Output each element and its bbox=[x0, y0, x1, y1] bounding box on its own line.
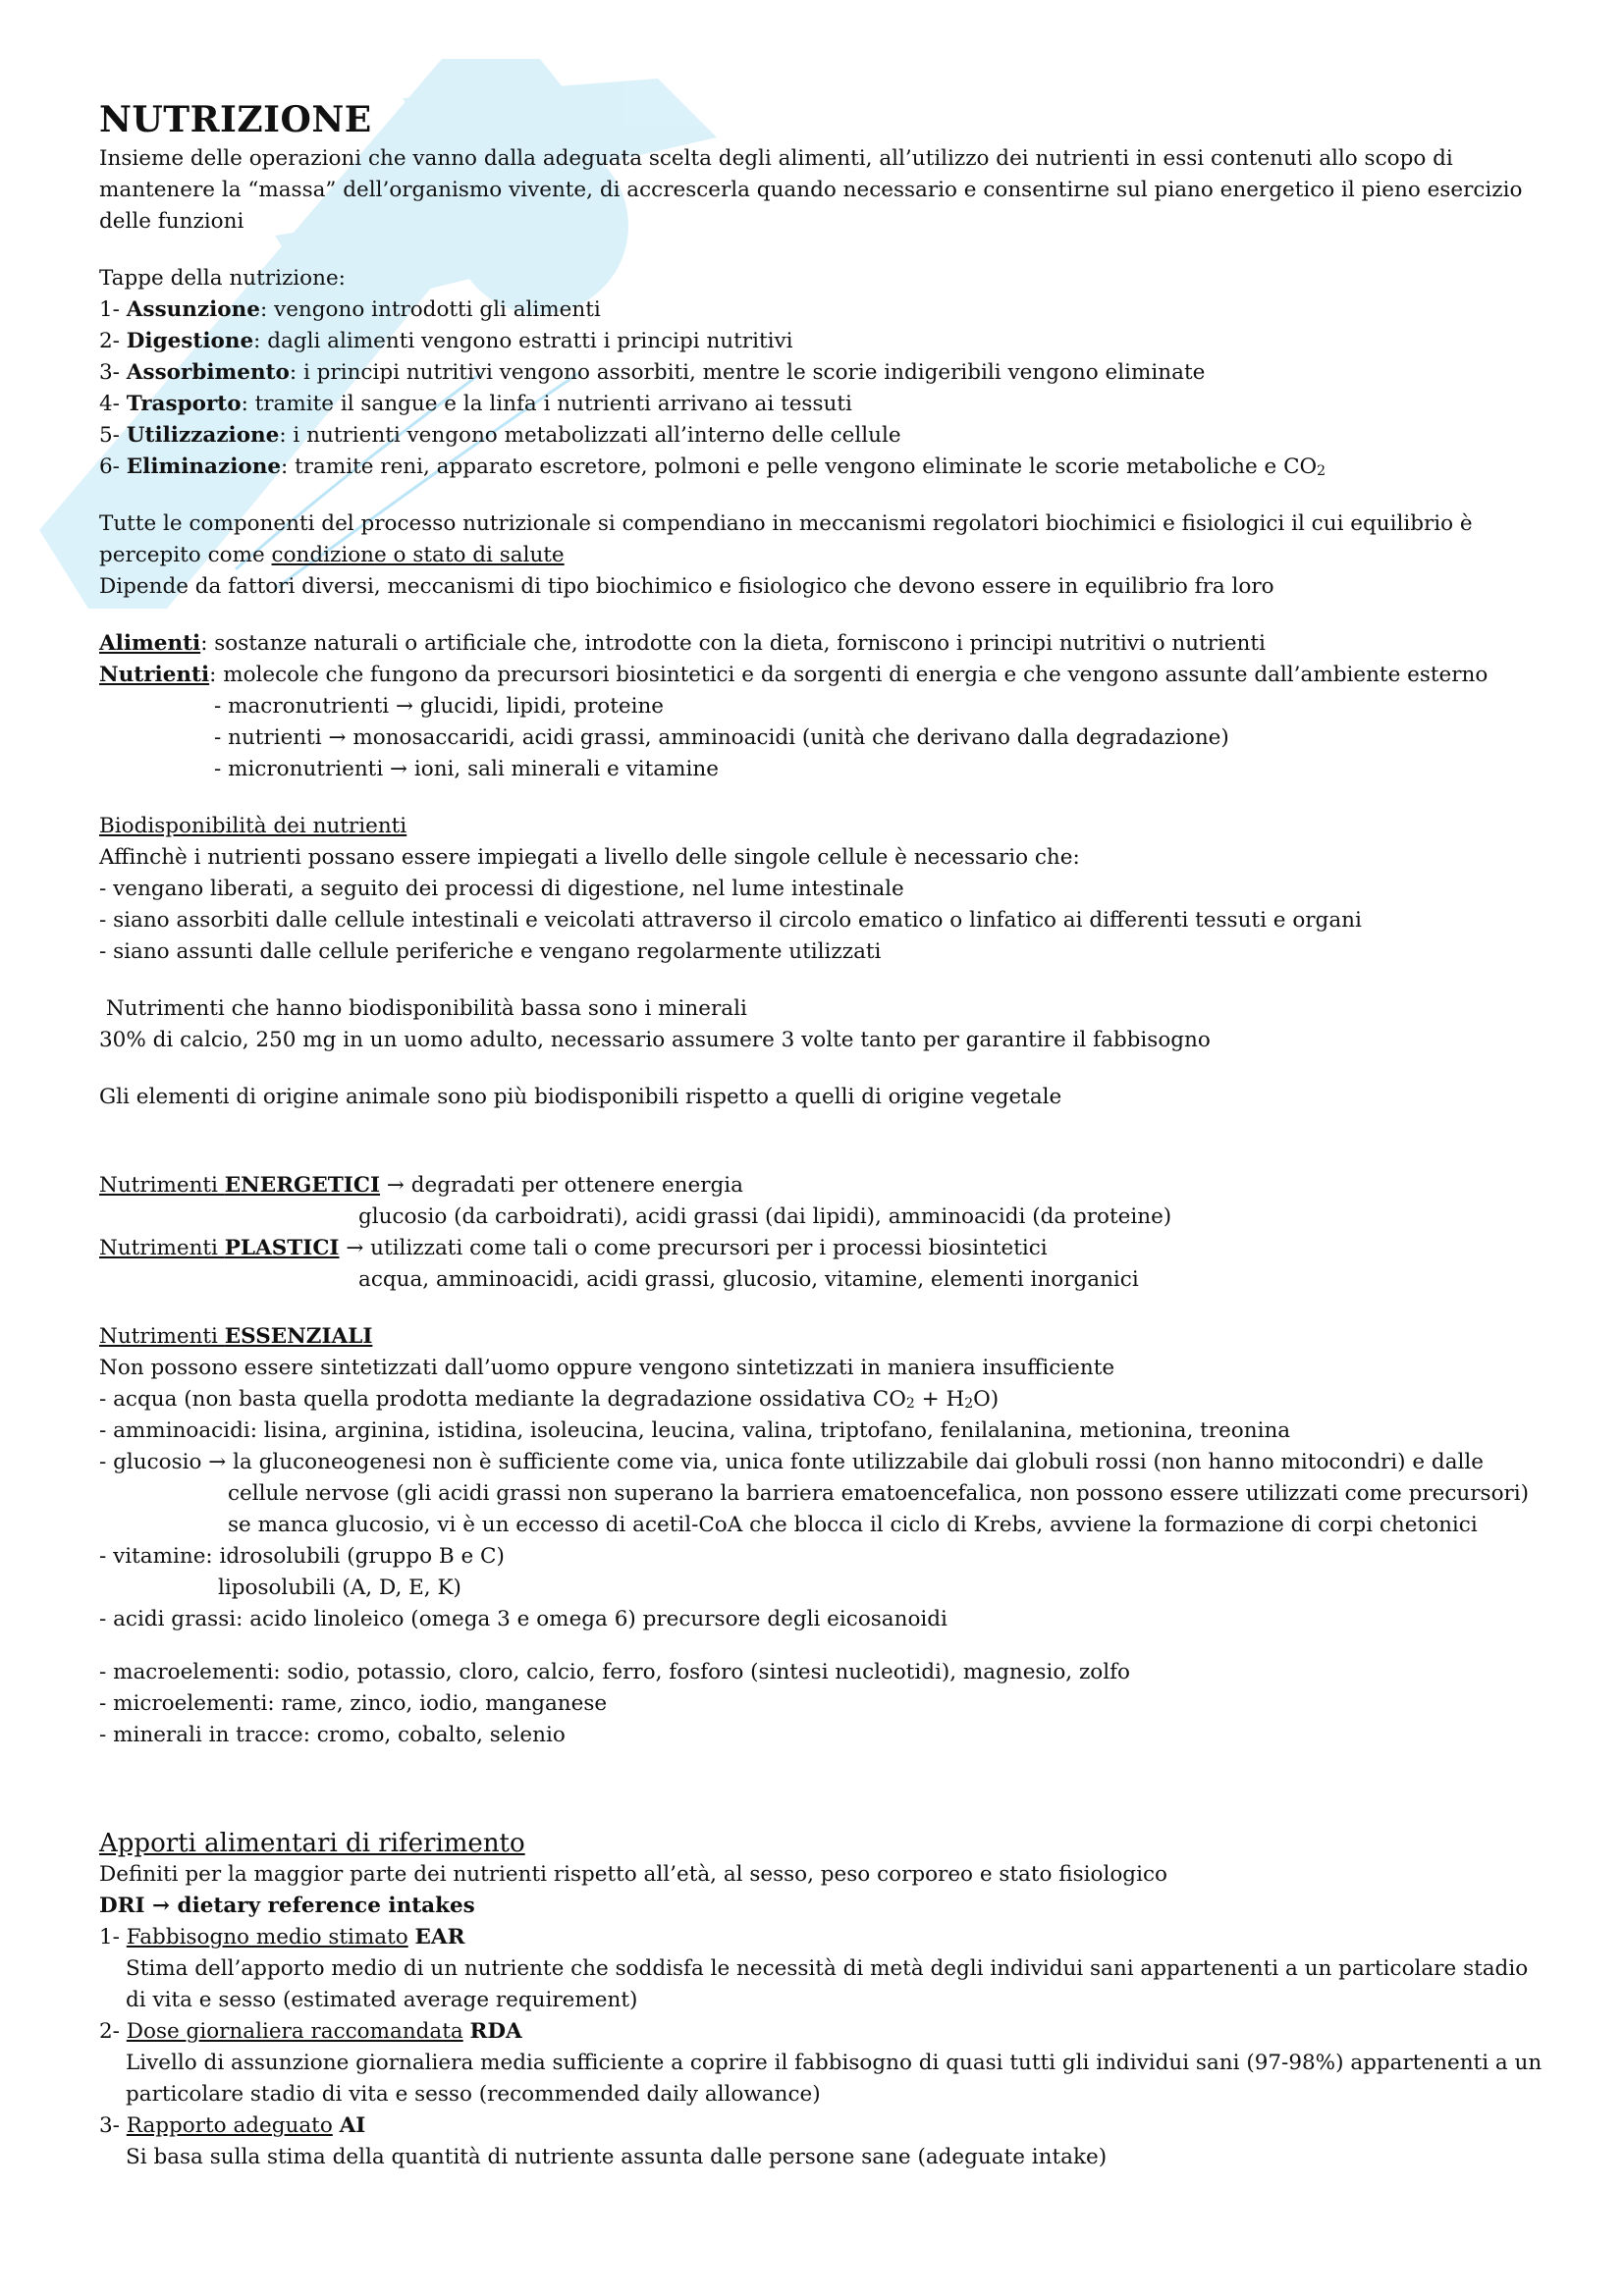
item-term: Assorbimento bbox=[126, 360, 290, 385]
item-number: 5- bbox=[99, 423, 127, 448]
minerali-item: - macroelementi: sodio, potassio, cloro, calcio, ferro, fosforo (sintesi nucleotidi), magnesio, zolfo bbox=[99, 1660, 1131, 1684]
intro-line: Insieme delle operazioni che vanno dalla adeguata scelta degli alimenti, all’utilizzo dei nutrienti in essi contenuti allo scopo di bbox=[99, 146, 1453, 171]
co2-subscript: 2 bbox=[1317, 463, 1326, 479]
definition-desc: : sostanze naturali o artificiale che, introdotte con la dieta, forniscono i principi nutritivi o nutrienti bbox=[200, 631, 1266, 656]
essenziali-glucosio: cellule nervose (gli acidi grassi non superano la barriera ematoencefalica, non possono essere utilizzati come precursori) bbox=[228, 1481, 1530, 1506]
page-title: NUTRIZIONE bbox=[99, 99, 372, 140]
animali-line: Gli elementi di origine animale sono più biodisponibili rispetto a quelli di origine vegetale bbox=[99, 1085, 1062, 1109]
biodisponibilita-heading: Biodisponibilità dei nutrienti bbox=[99, 814, 407, 838]
item-term: Dose giornaliera raccomandata bbox=[126, 2019, 463, 2044]
nutrimenti-prefix: Nutrimenti bbox=[99, 1236, 225, 1260]
item-number: 3- bbox=[99, 2113, 127, 2138]
essenziali-line: Non possono essere sintetizzati dall’uomo oppure vengono sintetizzati in maniera insufficiente bbox=[99, 1356, 1115, 1380]
salute-underlined: condizione o stato di salute bbox=[271, 543, 565, 567]
biodisponibilita-line: - vengano liberati, a seguito dei processi di digestione, nel lume intestinale bbox=[99, 877, 904, 901]
nutrimenti-desc: → utilizzati come tali o come precursori per i processi biosintetici bbox=[339, 1236, 1048, 1260]
item-term: Utilizzazione bbox=[126, 423, 280, 448]
item-number: 2- bbox=[99, 329, 127, 353]
item-term: Fabbisogno medio stimato bbox=[126, 1925, 408, 1949]
apporti-desc: Stima dell’apporto medio di un nutriente che soddisfa le necessità di metà degli individui sani appartenenti a un particolare stadio bbox=[126, 1956, 1529, 1981]
salute-line: Dipende da fattori diversi, meccanismi di tipo biochimico e fisiologico che devono essere in equilibrio fra loro bbox=[99, 574, 1274, 599]
biodisponibilita-line: Affinchè i nutrienti possano essere impiegati a livello delle singole cellule è necessario che: bbox=[99, 845, 1080, 870]
tappe-item bbox=[99, 294, 1552, 326]
item-desc: : i principi nutritivi vengono assorbiti, mentre le scorie indigeribili vengono eliminate bbox=[289, 360, 1206, 385]
apporti-desc: Si basa sulla stima della quantità di nutriente assunta dalle persone sane (adeguate intake) bbox=[126, 2145, 1108, 2169]
energetici-line bbox=[99, 1170, 1552, 1201]
nutrimenti-term: ESSENZIALI bbox=[224, 1324, 373, 1349]
apporti-desc: di vita e sesso (estimated average requirement) bbox=[126, 1988, 638, 2012]
definition-desc: : molecole che fungono da precursori biosintetici e da sorgenti di energia e che vengono assunte dall’ambiente esterno bbox=[209, 663, 1489, 687]
essenziali-amminoacidi: - amminoacidi: lisina, arginina, istidina, isoleucina, leucina, valina, triptofano, fenilalanina, metionina, treonina bbox=[99, 1418, 1291, 1443]
minerali-item: - microelementi: rame, zinco, iodio, manganese bbox=[99, 1691, 608, 1716]
nutrimenti-term: PLASTICI bbox=[224, 1236, 340, 1260]
item-number: 2- bbox=[99, 2019, 127, 2044]
item-number: 6- bbox=[99, 454, 127, 479]
plastici-examples: acqua, amminoacidi, acidi grassi, glucosio, vitamine, elementi inorganici bbox=[358, 1267, 1139, 1292]
apporti-item bbox=[99, 2110, 1552, 2142]
essenziali-acqua bbox=[99, 1384, 1552, 1415]
nutrient-class: - micronutrienti → ioni, sali minerali e vitamine bbox=[214, 757, 719, 781]
intro-line: mantenere la “massa” dell’organismo vivente, di accrescerla quando necessario e consentirne sul piano energetico il pieno esercizio bbox=[99, 178, 1523, 202]
essenziali-heading bbox=[99, 1321, 1552, 1353]
salute-text: percepito come bbox=[99, 543, 272, 567]
item-abbr: AI bbox=[339, 2113, 366, 2138]
item-desc: : dagli alimenti vengono estratti i principi nutritivi bbox=[253, 329, 793, 353]
item-term: Assunzione bbox=[126, 297, 260, 322]
definition-term: Nutrienti bbox=[99, 663, 210, 687]
item-term: Rapporto adeguato bbox=[126, 2113, 333, 2138]
essenziali-glucosio: se manca glucosio, vi è un eccesso di acetil-CoA che blocca il ciclo di Krebs, avviene la formazione di corpi chetonici bbox=[228, 1513, 1478, 1537]
tappe-heading: Tappe della nutrizione: bbox=[99, 266, 346, 291]
item-desc: : vengono introdotti gli alimenti bbox=[259, 297, 601, 322]
item-desc: : tramite reni, apparato escretore, polmoni e pelle vengono eliminate le scorie metaboliche e CO bbox=[281, 454, 1318, 479]
apporti-line: Definiti per la maggior parte dei nutrienti rispetto all’età, al sesso, peso corporeo e stato fisiologico bbox=[99, 1862, 1167, 1887]
definition-term: Alimenti bbox=[99, 631, 201, 656]
item-abbr: EAR bbox=[414, 1925, 465, 1949]
definition-alimenti bbox=[99, 628, 1552, 660]
document-page bbox=[99, 0, 1552, 2173]
salute-line: Tutte le componenti del processo nutrizionale si compendiano in meccanismi regolatori biochimici e fisiologici il cui equilibrio è bbox=[99, 511, 1473, 536]
subscript: 2 bbox=[964, 1396, 974, 1412]
nutrient-class: - nutrienti → monosaccaridi, acidi grassi, amminoacidi (unità che derivano dalla degradazione) bbox=[214, 725, 1229, 750]
apporti-item bbox=[99, 2016, 1552, 2048]
energetici-examples: glucosio (da carboidrati), acidi grassi (dai lipidi), amminoacidi (da proteine) bbox=[358, 1204, 1172, 1229]
item-abbr: RDA bbox=[469, 2019, 522, 2044]
tappe-item bbox=[99, 452, 1552, 483]
apporti-desc: particolare stadio di vita e sesso (recommended daily allowance) bbox=[126, 2082, 821, 2107]
acqua-text: O) bbox=[973, 1387, 1000, 1412]
definition-nutrienti bbox=[99, 660, 1552, 691]
item-number: 4- bbox=[99, 392, 127, 416]
item-number: 3- bbox=[99, 360, 127, 385]
nutrimenti-prefix: Nutrimenti bbox=[99, 1173, 225, 1198]
item-term: Trasporto bbox=[126, 392, 242, 416]
item-desc: : i nutrienti vengono metabolizzati all’interno delle cellule bbox=[279, 423, 901, 448]
nutrimenti-prefix: Nutrimenti bbox=[99, 1324, 225, 1349]
plastici-line bbox=[99, 1233, 1552, 1264]
apporti-item bbox=[99, 1922, 1552, 1953]
tappe-item bbox=[99, 326, 1552, 357]
acqua-text: + H bbox=[914, 1387, 965, 1412]
nutrimenti-term: ENERGETICI bbox=[224, 1173, 381, 1198]
biodisponibilita-line: - siano assunti dalle cellule periferiche e vengano regolarmente utilizzati bbox=[99, 939, 882, 964]
apporti-heading: Apporti alimentari di riferimento bbox=[99, 1829, 525, 1858]
tappe-item bbox=[99, 357, 1552, 389]
item-number: 1- bbox=[99, 1925, 127, 1949]
nutrimenti-desc: → degradati per ottenere energia bbox=[380, 1173, 743, 1198]
tappe-item bbox=[99, 389, 1552, 420]
tappe-item bbox=[99, 420, 1552, 452]
dri-line: DRI → dietary reference intakes bbox=[99, 1894, 475, 1918]
nutrient-class: - macronutrienti → glucidi, lipidi, proteine bbox=[214, 694, 665, 719]
essenziali-vitamine: - vitamine: idrosolubili (gruppo B e C) bbox=[99, 1544, 505, 1569]
salute-line bbox=[99, 540, 1552, 571]
intro-line: delle funzioni bbox=[99, 209, 244, 234]
minerali-line: Nutrimenti che hanno biodisponibilità bassa sono i minerali bbox=[99, 996, 747, 1021]
item-desc: : tramite il sangue e la linfa i nutrienti arrivano ai tessuti bbox=[241, 392, 852, 416]
item-number: 1- bbox=[99, 297, 127, 322]
essenziali-vitamine: liposolubili (A, D, E, K) bbox=[218, 1575, 461, 1600]
subscript: 2 bbox=[905, 1396, 915, 1412]
minerali-line: 30% di calcio, 250 mg in un uomo adulto, necessario assumere 3 volte tanto per garantire il fabbisogno bbox=[99, 1028, 1211, 1052]
minerali-item: - minerali in tracce: cromo, cobalto, selenio bbox=[99, 1723, 566, 1747]
biodisponibilita-line: - siano assorbiti dalle cellule intestinali e veicolati attraverso il circolo ematico o linfatico ai differenti tessuti e organi bbox=[99, 908, 1362, 933]
item-term: Digestione bbox=[126, 329, 254, 353]
essenziali-acidi-grassi: - acidi grassi: acido linoleico (omega 3 e omega 6) precursore degli eicosanoidi bbox=[99, 1607, 947, 1631]
apporti-desc: Livello di assunzione giornaliera media sufficiente a coprire il fabbisogno di quasi tutti gli individui sani (97-98%) appartenenti a un bbox=[126, 2051, 1543, 2075]
item-term: Eliminazione bbox=[126, 454, 282, 479]
essenziali-glucosio: - glucosio → la gluconeogenesi non è sufficiente come via, unica fonte utilizzabile dai globuli rossi (non hanno mitocondri) e dalle bbox=[99, 1450, 1484, 1474]
acqua-text: - acqua (non basta quella prodotta mediante la degradazione ossidativa CO bbox=[99, 1387, 906, 1412]
